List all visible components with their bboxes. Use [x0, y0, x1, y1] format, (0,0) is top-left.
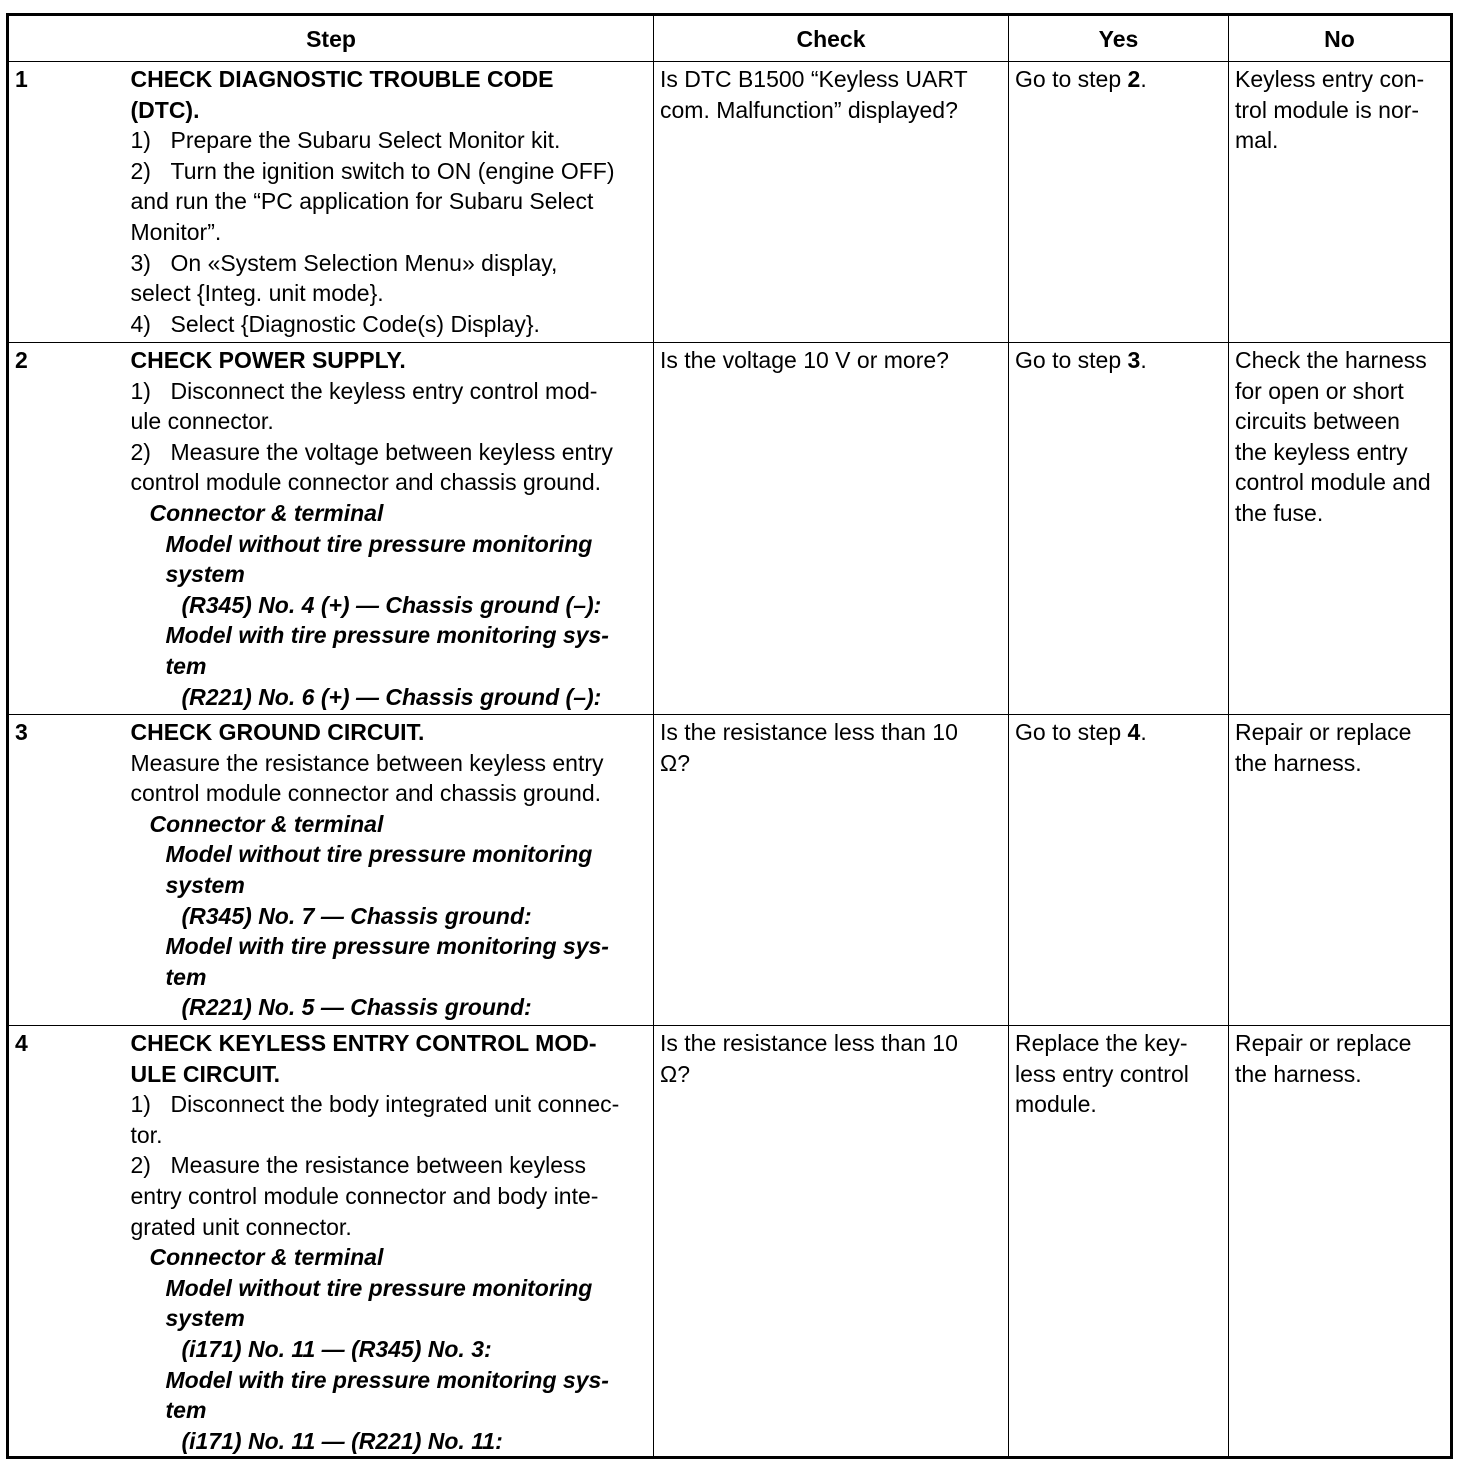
table-row: [8, 1026, 1452, 1458]
no-text: trol module is nor-: [1235, 96, 1420, 123]
yes-text-end: .: [1140, 66, 1147, 92]
no-text: circuits between: [1235, 408, 1400, 435]
header-no: No: [1229, 15, 1452, 62]
check-text: Ω?: [660, 1060, 690, 1087]
model-label: Model with tire pressure monitoring sys-: [165, 622, 609, 649]
step-title: ULE CIRCUIT.: [130, 1060, 280, 1087]
substep-number: 2): [130, 157, 151, 184]
substep-text: Select {Diagnostic Code(s) Display}.: [170, 310, 540, 337]
substep-text: Disconnect the body integrated unit connec-: [170, 1091, 620, 1118]
substep-text: Disconnect the keyless entry control mod-: [170, 377, 598, 404]
yes-text: Replace the key-: [1015, 1030, 1188, 1056]
step-title: (DTC).: [130, 96, 200, 123]
yes-cell: [1009, 715, 1229, 1026]
step-number: 4: [8, 1026, 125, 1458]
substep-number: 1): [130, 1091, 151, 1118]
terminal-spec: (R221) No. 5 — Chassis ground:: [181, 994, 532, 1021]
model-label: tem: [165, 652, 207, 679]
no-cell: [1229, 715, 1452, 1026]
step-description: [125, 1026, 654, 1458]
step-line: [131, 309, 649, 340]
step-description: [125, 715, 654, 1026]
step-line: [131, 437, 649, 468]
table-row: [8, 343, 1452, 715]
yes-step-ref: 3: [1127, 347, 1141, 373]
substep-text: Turn the ignition switch to ON (engine OFF): [170, 157, 615, 184]
model-label: system: [165, 561, 245, 588]
no-text: Keyless entry con-: [1235, 66, 1425, 92]
diagnostic-table: [6, 13, 1453, 1459]
yes-cell: [1009, 62, 1229, 343]
connector-label: Connector & terminal: [149, 1244, 384, 1271]
check-text: Is the resistance less than 10: [660, 719, 958, 745]
terminal-spec: (R345) No. 7 — Chassis ground:: [181, 902, 532, 929]
step-title: CHECK KEYLESS ENTRY CONTROL MOD-: [130, 1030, 597, 1056]
step-description: [125, 62, 654, 343]
model-label: tem: [165, 1397, 207, 1424]
no-text: the harness.: [1235, 749, 1362, 776]
no-text: mal.: [1235, 127, 1279, 154]
yes-text: less entry control: [1015, 1060, 1189, 1087]
substep-text: Measure the voltage between keyless entry: [170, 438, 613, 465]
check-text: com. Malfunction” displayed?: [660, 96, 958, 123]
header-row: [8, 15, 1452, 62]
substep-number: 1): [130, 127, 151, 154]
model-label: system: [165, 1305, 245, 1332]
step-line: entry control module connector and body inte-: [130, 1182, 599, 1209]
substep-text: Measure the resistance between keyless: [170, 1152, 586, 1179]
step-line: [131, 125, 649, 156]
step-line: select {Integ. unit mode}.: [130, 280, 384, 307]
step-number: 3: [8, 715, 125, 1026]
step-number: 2: [8, 343, 125, 715]
yes-text: Go to step: [1015, 66, 1128, 92]
model-label: tem: [165, 963, 207, 990]
step-line: [131, 248, 649, 279]
header-yes: Yes: [1009, 15, 1229, 62]
header-check: Check: [654, 15, 1009, 62]
no-text: for open or short: [1235, 377, 1404, 404]
substep-text: On «System Selection Menu» display,: [170, 249, 558, 276]
connector-label: Connector & terminal: [149, 499, 384, 526]
substep-number: 4): [130, 310, 151, 337]
model-label: system: [165, 871, 245, 898]
step-line: [131, 1089, 649, 1120]
step-number: 1: [8, 62, 125, 343]
step-description: [125, 343, 654, 715]
step-line: control module connector and chassis ground.: [130, 780, 602, 807]
model-label: Model without tire pressure monitoring: [165, 530, 593, 557]
step-line: ule connector.: [130, 408, 274, 435]
yes-step-ref: 4: [1127, 719, 1141, 745]
table-row: [8, 715, 1452, 1026]
yes-cell: [1009, 1026, 1229, 1458]
substep-number: 2): [130, 1152, 151, 1179]
no-text: Repair or replace: [1235, 1030, 1412, 1056]
table-row: [8, 62, 1452, 343]
model-label: Model with tire pressure monitoring sys-: [165, 1366, 609, 1393]
step-line: control module connector and chassis ground.: [130, 469, 602, 496]
substep-number: 3): [130, 249, 151, 276]
check-cell: [654, 343, 1009, 715]
model-label: Model without tire pressure monitoring: [165, 1274, 593, 1301]
yes-text: module.: [1015, 1091, 1097, 1118]
no-text: Repair or replace: [1235, 719, 1412, 745]
check-cell: [654, 1026, 1009, 1458]
step-line: and run the “PC application for Subaru Select: [130, 188, 594, 215]
model-label: Model without tire pressure monitoring: [165, 841, 593, 868]
yes-text-end: .: [1140, 347, 1147, 373]
step-line: tor.: [130, 1121, 163, 1148]
no-text: control module and: [1235, 469, 1431, 496]
no-text: the keyless entry: [1235, 438, 1408, 465]
substep-text: Prepare the Subaru Select Monitor kit.: [170, 127, 561, 154]
terminal-spec: (R221) No. 6 (+) — Chassis ground (–):: [181, 683, 602, 710]
step-line: [131, 1150, 649, 1181]
check-text: Is DTC B1500 “Keyless UART: [660, 66, 968, 92]
no-cell: [1229, 343, 1452, 715]
step-line: Measure the resistance between keyless entry: [130, 749, 604, 776]
yes-step-ref: 2: [1127, 66, 1141, 92]
step-line: Monitor”.: [130, 218, 222, 245]
header-step: Step: [8, 15, 654, 62]
step-title: CHECK GROUND CIRCUIT.: [130, 719, 425, 745]
no-text: the harness.: [1235, 1060, 1362, 1087]
check-text: Is the voltage 10 V or more?: [660, 347, 949, 373]
no-cell: [1229, 1026, 1452, 1458]
no-cell: [1229, 62, 1452, 343]
model-label: Model with tire pressure monitoring sys-: [165, 933, 609, 960]
no-text: the fuse.: [1235, 499, 1324, 526]
no-text: Check the harness: [1235, 347, 1427, 373]
connector-label: Connector & terminal: [149, 810, 384, 837]
step-line: [131, 376, 649, 407]
check-text: Ω?: [660, 749, 690, 776]
yes-cell: [1009, 343, 1229, 715]
check-cell: [654, 62, 1009, 343]
terminal-spec: (R345) No. 4 (+) — Chassis ground (–):: [181, 591, 602, 618]
terminal-spec: (i171) No. 11 — (R345) No. 3:: [181, 1335, 492, 1362]
terminal-spec: (i171) No. 11 — (R221) No. 11:: [181, 1427, 503, 1454]
yes-text: Go to step: [1015, 719, 1128, 745]
step-line: [131, 156, 649, 187]
substep-number: 2): [130, 438, 151, 465]
yes-text-end: .: [1140, 719, 1147, 745]
check-text: Is the resistance less than 10: [660, 1030, 958, 1056]
yes-text: Go to step: [1015, 347, 1128, 373]
step-line: grated unit connector.: [130, 1213, 352, 1240]
check-cell: [654, 715, 1009, 1026]
step-title: CHECK DIAGNOSTIC TROUBLE CODE: [130, 66, 554, 92]
step-title: CHECK POWER SUPPLY.: [130, 347, 406, 373]
substep-number: 1): [130, 377, 151, 404]
